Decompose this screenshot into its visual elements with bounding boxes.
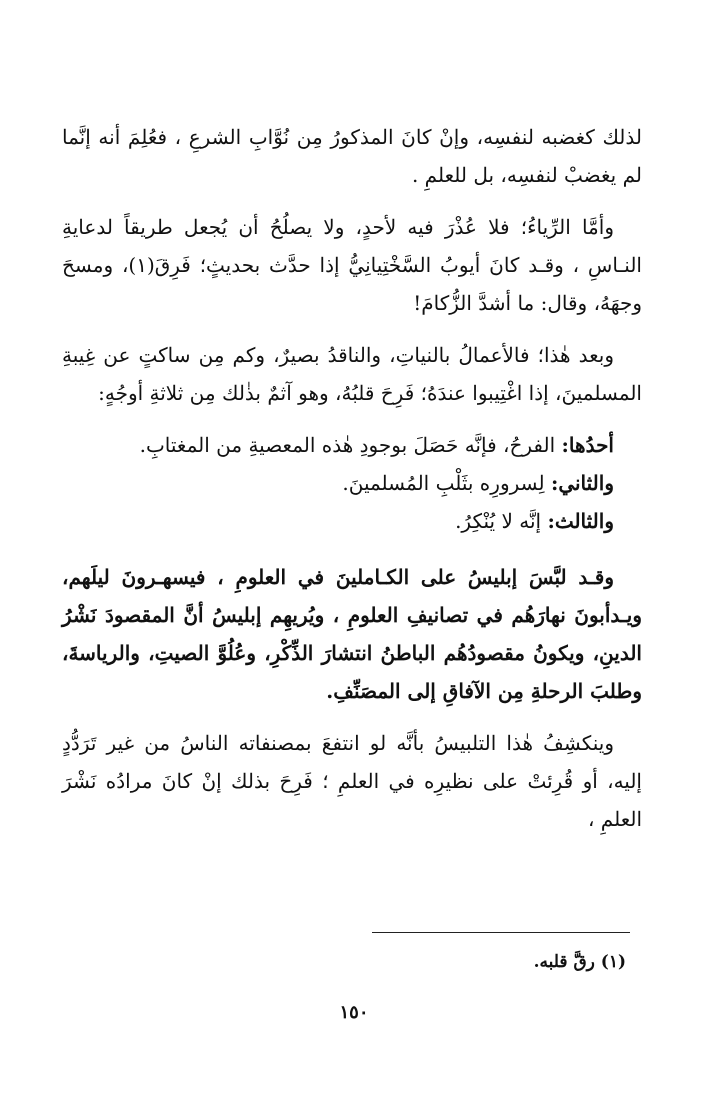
list-item-lead: أحدُها: [561,433,614,457]
reasons-list [62,426,642,540]
paragraph-3: وبعد هٰذا؛ فالأعمالُ بالنياتِ، والناقدُ بصيرٌ، وكم مِن ساكتٍ عن غِيبةِ المسلمينَ، إذا اغْتِيبوا عندَهُ؛ فَرِحَ قلبُهُ، وهو آثمٌ بذٰلك مِن ثلاثةِ أوجُهٍ: [62,343,642,405]
list-item-lead: والثالث: [547,509,614,533]
page-body [62,118,642,852]
list-item [62,464,642,502]
list-item [62,426,642,464]
paragraph-4: وقـد لبَّسَ إبليسُ على الكـاملينَ في العلومِ ، فيسهـرونَ ليلَهم، ويـدأبونَ نهارَهُم في تصانيفِ العلومِ ، ويُريهِم إبليسُ أنَّ المقصودَ نَشْرُ الدينِ، ويكونُ مقصودُهُم الباطنُ انتشارَ الذِّكْرِ، وعُلُوَّ الصيتِ، والرياسةَ، وطلبَ الرحلةِ مِن الآفاقِ إلى المصَنِّفِ. [62,565,642,703]
list-item-text: لِسرورِه بثَلْبِ المُسلمينَ. [342,471,551,495]
paragraph-5: وينكشِفُ هٰذا التلبيسُ بأنَّه لو انتفعَ بمصنفاته الناسُ من غير تَرَدُّدٍ إليه، أو قُرِئتْ على نظيرِه في العلمِ ؛ فَرِحَ بذلك إنْ كانَ مرادُه نَشْرَ العلمِ ، [62,731,642,831]
list-item-text: الفرحُ، فإنَّه حَصَلَ بوجودِ هٰذه المعصيةِ من المغتابِ. [139,433,562,457]
list-item-lead: والثاني: [550,471,614,495]
paragraph-1: لذلك كغضبه لنفسِه، وإنْ كانَ المذكورُ مِن نُوَّابِ الشرعِ ، فعُلِمَ أنه إنَّما لم يغضبْ لنفسِه، بل للعلمِ . [62,125,642,187]
paragraph-2: وأمَّا الرِّياءُ؛ فلا عُذْرَ فيه لأحدٍ، ولا يصلُحُ أن يُجعل طريقاً لدعايةِ النـاسِ ، وقـد كانَ أيوبُ السَّخْتِيانِيُّ إذا حدَّث بحديثٍ؛ فَرِقَ(١)، ومسحَ وجهَهُ، وقال: ما أشدَّ الزُّكامَ! [62,215,642,315]
footnote-divider [372,932,630,933]
footnote: (١) رقَّ قلبه. [533,952,626,972]
page-number: ١٥٠ [339,1002,369,1023]
list-item [62,502,642,540]
list-item-text: إنَّه لا يُنْكِرُ. [455,509,548,533]
